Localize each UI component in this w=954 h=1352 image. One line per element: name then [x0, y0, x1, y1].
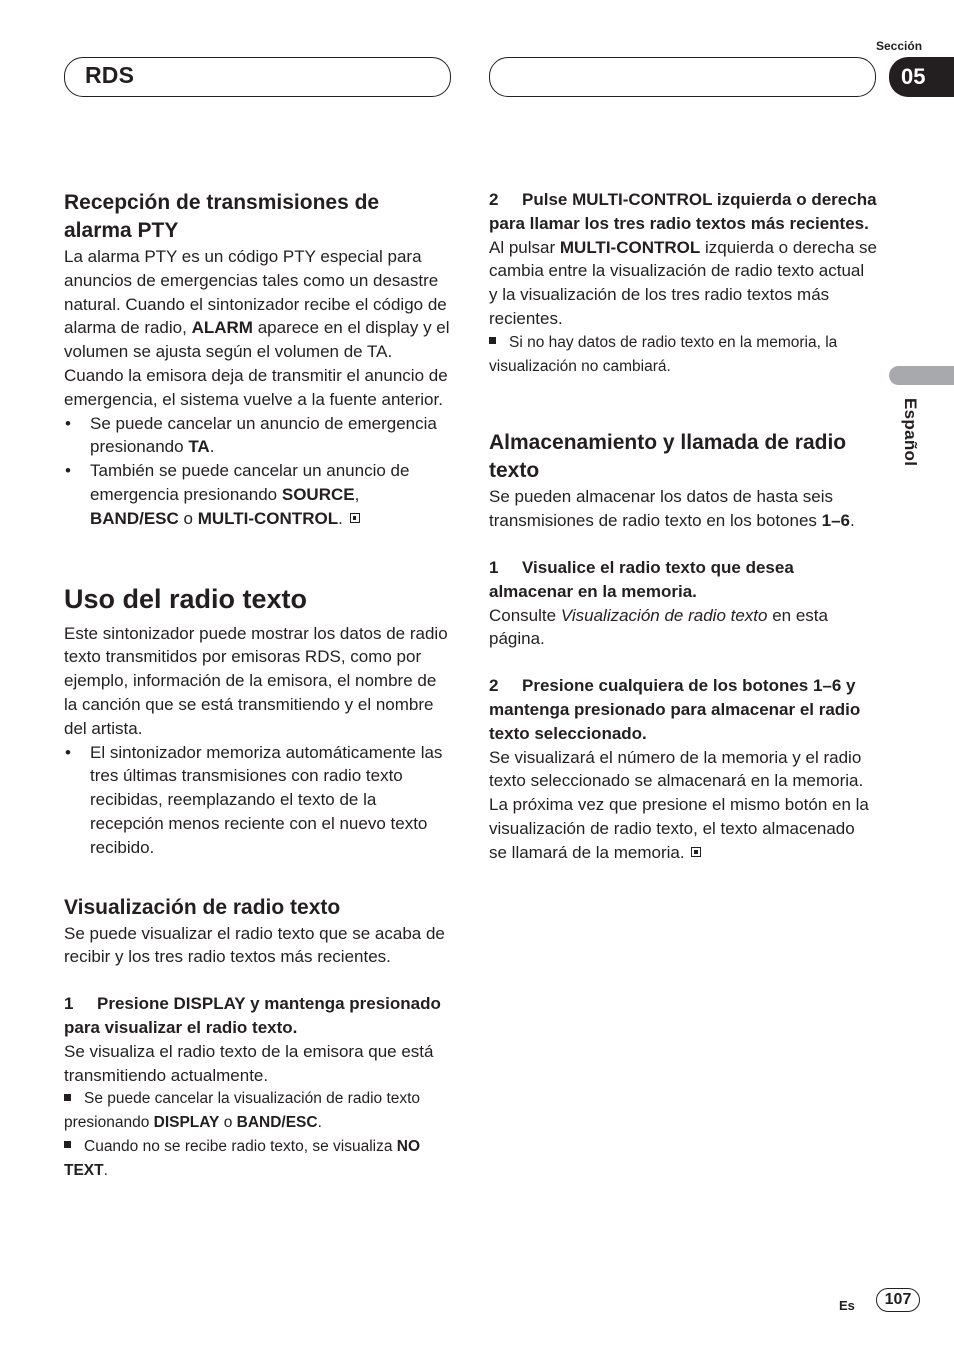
- section-label: Sección: [876, 39, 923, 53]
- pty-bullet-2-key-1: SOURCE: [281, 484, 355, 504]
- visual-note-2-text: Cuando no se recibe radio texto, se visualiza: [84, 1137, 397, 1155]
- alm-body-end: .: [850, 511, 855, 531]
- visual-step-2-note: [489, 331, 877, 379]
- visual-step-2-body-1: Al pulsar: [489, 237, 560, 257]
- pty-bullet-2-end: .: [338, 508, 343, 528]
- alm-step-2-title: Presione cualquiera de los botones 1–6 y mantenga presionado para almacenar el radio texto seleccionado.: [489, 676, 861, 743]
- visual-note-1-sep: o: [219, 1114, 237, 1132]
- alm-step-2: [489, 674, 877, 745]
- alm-step-1-body: [489, 604, 877, 652]
- visual-note-1-end: .: [317, 1114, 322, 1132]
- chapter-header: [64, 57, 451, 97]
- alm-step-2-body-b: [489, 793, 877, 864]
- section-end-icon: [350, 513, 360, 523]
- alm-step-1-number: 1: [489, 557, 499, 577]
- footer-language-code: Es: [839, 1298, 855, 1313]
- visual-step-2-title: Pulse MULTI-CONTROL izquierda o derecha para llamar los tres radio textos más recientes.: [489, 190, 877, 233]
- alm-body-text: Se pueden almacenar los datos de hasta seis transmisiones de radio texto en los botones: [489, 487, 834, 531]
- language-label: Español: [901, 398, 920, 467]
- visual-step-1-number: 1: [64, 994, 74, 1014]
- alm-step-1-title: Visualice el radio texto que desea almacenar en la memoria.: [489, 557, 794, 601]
- pty-bullets: [64, 412, 452, 531]
- alm-heading: Almacenamiento y llamada de radio texto: [489, 431, 847, 483]
- visual-body: Se puede visualizar el radio texto que se acaba de recibir y los tres radio textos más recientes.: [64, 923, 445, 967]
- alm-step-1-body-ref: Visualización de radio texto: [560, 605, 768, 625]
- pty-body-text-2: aparece en el display y el volumen se ajusta según el volumen de TA. Cuando la emisora deja de transmitir el anuncio de emergencia, el sistema vuelve a la fuente anterior.: [64, 318, 450, 409]
- visual-note-2-key: NO TEXT: [64, 1137, 421, 1179]
- pty-bullet-2-sep-1: ,: [354, 484, 360, 504]
- alm-body-key: 1–6: [821, 511, 851, 531]
- alm-step-1-body-1: Consulte: [489, 605, 561, 625]
- alm-step-1-body-2: en esta página.: [489, 605, 828, 649]
- visual-note-2-end: .: [103, 1161, 108, 1179]
- visual-note-1-text: Se puede cancelar la visualización de radio texto presionando: [64, 1090, 421, 1132]
- pty-bullet-2-key-2: BAND/ESC: [90, 508, 179, 528]
- pty-body-text-1: La alarma PTY es un código PTY especial para anuncios de emergencias tales como un desastre natural. Cuando el sintonizador recibe el código de alarma de radio,: [64, 247, 447, 338]
- visual-step-1-title: Presione DISPLAY y mantenga presionado para visualizar el radio texto.: [64, 994, 441, 1037]
- pty-body-alarm: ALARM: [191, 318, 253, 338]
- visual-step-2-number: 2: [489, 190, 499, 209]
- visual-note-1-key-1: DISPLAY: [153, 1114, 220, 1132]
- visual-step-1: [64, 992, 452, 1040]
- pty-bullet-2-text: También se puede cancelar un anuncio de emergencia presionando: [90, 461, 410, 504]
- pty-heading: Recepción de transmisiones de alarma PTY: [64, 191, 380, 242]
- pty-body: [64, 245, 452, 412]
- pty-bullet-1-text: Se puede cancelar un anuncio de emergencia presionando: [90, 413, 437, 457]
- visual-step-2-body-key: MULTI-CONTROL: [559, 237, 701, 257]
- visual-step-2-body-2: izquierda o derecha se cambia entre la visualización de radio texto actual y la visualización de los tres radio textos más recientes.: [489, 237, 877, 328]
- section-number-badge: 05: [889, 57, 954, 97]
- visual-step-2: [489, 188, 877, 236]
- alm-step-1: [489, 556, 877, 604]
- visual-note-1: [64, 1087, 452, 1135]
- uso-heading: Uso del radio texto: [64, 583, 308, 614]
- visual-note-1-key-2: BAND/ESC: [236, 1114, 318, 1132]
- pty-bullet-1-key: TA: [188, 437, 210, 457]
- pty-bullet-1: [64, 412, 452, 460]
- pty-bullet-1-end: .: [209, 437, 215, 457]
- uso-bullets: [64, 741, 452, 860]
- visual-step-1-body: Se visualiza el radio texto de la emisora que está transmitiendo actualmente.: [64, 1041, 434, 1085]
- note-square-icon: [489, 337, 496, 344]
- visual-heading: Visualización de radio texto: [64, 895, 341, 919]
- chapter-title: RDS: [85, 62, 135, 88]
- visual-step-2-body: [489, 236, 877, 331]
- alm-body: [489, 485, 877, 533]
- right-column: [489, 188, 877, 865]
- note-square-icon: [64, 1094, 71, 1101]
- language-tab-marker: [889, 366, 954, 385]
- alm-step-2-body-a: Se visualizará el número de la memoria y el radio texto seleccionado se almacenará en la memoria.: [489, 747, 864, 791]
- pty-bullet-2-key-3: MULTI-CONTROL: [197, 508, 339, 528]
- header-empty-pill: [489, 57, 876, 97]
- uso-bullet: • El sintonizador memoriza automáticamente las tres últimas transmisiones con radio texto recibidas, reemplazando el texto de la recepción menos reciente con el nuevo texto recibido.: [64, 741, 452, 860]
- uso-body: Este sintonizador puede mostrar los datos de radio texto transmitidos por emisoras RDS, como por ejemplo, información de la emisora, el nombre de la canción que se está transmitiendo y el nombre del artista.: [64, 623, 448, 738]
- alm-step-2-number: 2: [489, 676, 499, 696]
- page-number: 107: [876, 1288, 920, 1312]
- pty-bullet-2: [64, 459, 452, 530]
- section-end-icon: [691, 847, 701, 857]
- note-square-icon: [64, 1141, 71, 1148]
- visual-note-2: [64, 1135, 452, 1183]
- visual-step-2-note-text: Si no hay datos de radio texto en la memoria, la visualización no cambiará.: [489, 333, 838, 375]
- left-column: [64, 189, 452, 1183]
- pty-bullet-2-sep-2: o: [178, 508, 198, 528]
- alm-step-2-body-b-text: La próxima vez que presione el mismo botón en la visualización de radio texto, el texto almacenado se llamará de la memoria.: [489, 795, 869, 862]
